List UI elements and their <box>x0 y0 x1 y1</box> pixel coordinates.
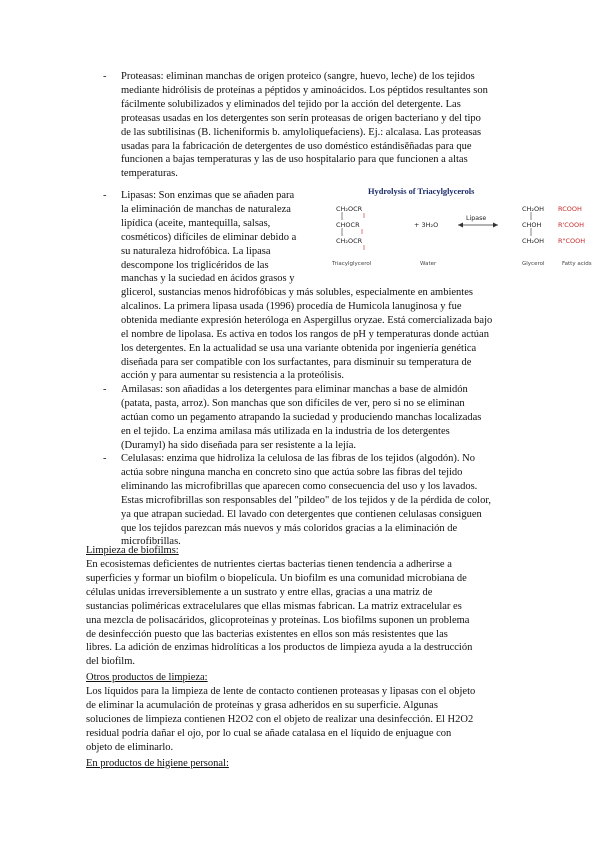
bullet-lipasas: - <box>103 190 107 201</box>
text-line: fácilmente solubilizados y eliminados del tejido por la acción del detergente. Las <box>121 98 461 110</box>
text-line: microfibrillas. <box>121 536 181 548</box>
label-triacylglycerol: Triacylglycerol <box>332 261 372 267</box>
triacylglycerol-line-3: CH₂OCR <box>336 237 363 245</box>
paragraph-amilasas <box>121 383 481 453</box>
text-line: Los líquidos para la limpieza de lente de contacto contienen proteasas y lipasas con el objeto <box>86 686 476 697</box>
text-line: Celulasas: enzima que hidroliza la celulosa de las fibras de los tejidos (algodón). No <box>121 453 475 464</box>
paragraph-proteasas <box>121 70 488 181</box>
text-line: soluciones de limpieza contienen H2O2 con el objeto de realizar una desinfección. El H2O2 <box>86 713 474 725</box>
text-line: superficies y formar un biofilm o biopelícula. Un biofilm es una comunidad microbiana de <box>86 572 467 584</box>
triacylglycerol-line-1: CH₂OCR <box>336 205 363 213</box>
paragraph-biofilms <box>86 558 472 669</box>
paragraph-lipasas-wrapped <box>121 189 296 286</box>
text-line: (patata, pasta, arroz). Son manchas que son difíciles de ver, pero si no se eliminan <box>121 397 465 409</box>
triacylglycerol-line-2: CHOCR <box>336 221 360 229</box>
text-line: sustancias poliméricas extracelulares que ellas mismas fabrican. La matriz extracelular es <box>86 600 462 612</box>
figure-title: Hydrolysis of Triacylglycerols <box>368 187 475 196</box>
label-glycerol: Glycerol <box>522 261 545 267</box>
text-line: cosméticos) difíciles de eliminar debido a <box>121 231 297 243</box>
text-line: acción y para aumentar su resistencia a la proteólisis. <box>121 370 345 382</box>
text-line: temperaturas. <box>121 168 178 180</box>
lipase-enzyme-label: Lipase <box>466 215 487 222</box>
label-fatty-acids: Fatty acids <box>562 261 592 267</box>
text-line: manchas y la suciedad en ácidos grasos y <box>121 273 295 285</box>
fatty-acid-1: RCOOH <box>558 205 582 213</box>
hydrolysis-figure <box>328 187 600 271</box>
text-line: Lipasas: Son enzimas que se añaden para <box>121 190 295 201</box>
text-line: libres. La adición de enzimas hidrolíticas a los productos de limpieza ayuda a la destrucción <box>86 642 473 654</box>
glycerol-line-2: CHOH <box>522 221 542 229</box>
bullet-amilasas: - <box>103 384 107 395</box>
text-line: descompone los triglicéridos de las <box>121 259 269 271</box>
text-line: de eliminar la acumulación de proteínas y grasa adheridos en su superficie. Algunas <box>86 699 438 711</box>
text-line: el nombre de lipolasa. Es activa en todos los rangos de pH y temperaturas donde actúan <box>121 328 489 340</box>
label-water: Water <box>420 261 437 267</box>
figure-drawing <box>328 187 600 271</box>
text-line: residual podría dañar el ojo, por lo cual se añade catalasa en el líquido de enjuague con <box>86 727 452 739</box>
text-line: glicerol, sustancias menos hidrofóbicas y más solubles, especialmente en ambientes <box>121 287 473 298</box>
water-term: + 3H₂O <box>414 221 439 229</box>
text-line: ya que atrapan suciedad. El lavado con detergentes que contienen celulasas consiguen <box>121 508 482 520</box>
heading-higiene-personal: En productos de higiene personal: <box>86 758 229 769</box>
text-line: funcionen a bajas temperaturas y las de uso hospitalario para que funcionen a altas <box>121 154 468 166</box>
text-line: los detergentes. En la actualidad se usa una variante obtenida por ingeniería genética <box>121 342 477 354</box>
text-line: (Duramyl) ha sido diseñada para ser resistente a la lejía. <box>121 439 356 451</box>
text-line: eliminando las microfibrillas que aparecen como consecuencia del uso y los lavados. <box>121 480 478 492</box>
text-line: En ecosistemas deficientes de nutrientes ciertas bacterias tienen tendencia a adherirse a <box>86 559 452 570</box>
bullet-celulasas: - <box>103 453 107 464</box>
text-line: Proteasas: eliminan manchas de origen proteico (sangre, huevo, leche) de los tejidos <box>121 71 475 82</box>
text-line: de las subtilisinas (B. licheniformis b. amyloliquefaciens). Ej.: alcalasa. Las proteasas <box>121 126 482 138</box>
heading-otros-productos: Otros productos de limpieza: <box>86 672 208 683</box>
text-line: Estas microfibrillas son responsables del "pildeo" de los tejidos y de la pérdida de color, <box>121 494 492 506</box>
text-line: Amilasas: son añadidas a los detergentes para eliminar manchas a base de almidón <box>121 384 468 395</box>
text-line: una mezcla de polisacáridos, glicoproteínas y proteínas. Los biofilms suponen un problema <box>86 614 470 626</box>
bullet-proteasas: - <box>103 71 107 82</box>
text-line: alcalinos. La primera lipasa usada (1996) procedía de Humicola lanuginosa y fue <box>121 300 462 312</box>
text-line: lipídica (aceite, mantequilla, salsas, <box>121 217 271 229</box>
text-line: proteasas usadas en los detergentes son serín proteasas de origen bacteriano y del tipo <box>121 112 481 124</box>
text-line: diseñada para ser compatible con los surfactantes, para disminuir su temperatura de <box>121 356 472 368</box>
glycerol-line-3: CH₂OH <box>522 237 545 245</box>
heading-biofilms: Limpieza de biofilms: <box>86 545 179 556</box>
fatty-acid-3: R"COOH <box>558 237 586 245</box>
glycerol-line-1: CH₂OH <box>522 205 545 213</box>
text-line: objeto de eliminarlo. <box>86 741 174 753</box>
text-line: la eliminación de manchas de naturaleza <box>121 203 291 215</box>
paragraph-otros-productos <box>86 685 475 755</box>
fatty-acid-2: R'COOH <box>558 221 584 229</box>
text-line: en el tejido. La enzima amilasa más utilizada en la industria de los detergentes <box>121 425 450 437</box>
text-line: actúan como un pegamento atrapando la suciedad y produciendo manchas localizadas <box>121 411 482 423</box>
text-line: células unidas irreversiblemente a un sustrato y entre ellas, gracias a una matriz de <box>86 586 433 598</box>
text-line: mediante hidrólisis de proteínas a péptidos y aminoácidos. Los péptidos resultantes son <box>121 84 488 96</box>
text-line: del biofilm. <box>86 656 135 668</box>
paragraph-celulasas <box>121 452 491 549</box>
text-line: que los tejidos parezcan más nuevos y más coloridos gracias a la eliminación de <box>121 522 458 534</box>
text-line: obtenida mediante expresión heteróloga en Aspergillus oryzae. Está comercializada bajo <box>121 314 493 326</box>
text-line: su naturaleza hidrofóbica. La lipasa <box>121 245 271 257</box>
text-line: actúa sobre ninguna mancha en concreto sino que actúa sobre las fibras del tejido <box>121 466 463 478</box>
paragraph-lipasas-full <box>121 286 492 383</box>
text-line: usadas para la fabricación de detergentes de uso doméstico estándisěñadas para que <box>121 140 472 152</box>
text-line: de desinfección puesto que las bacterias existentes en ellos son más resistentes que las <box>86 628 448 640</box>
